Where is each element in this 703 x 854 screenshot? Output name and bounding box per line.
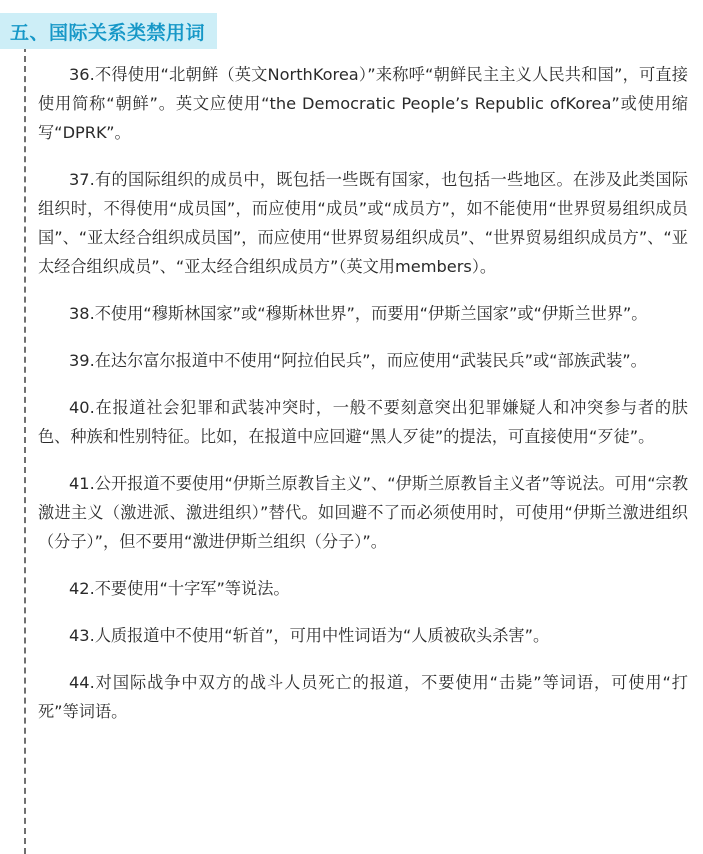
paragraph-40: 40.在报道社会犯罪和武装冲突时，一般不要刻意突出犯罪嫌疑人和冲突参与者的肤色、种族和性别特征。比如，在报道中应回避“黑人歹徒”的提法，可直接使用“歹徒”。: [38, 398, 688, 446]
paragraph-37: 37.有的国际组织的成员中，既包括一些既有国家，也包括一些地区。在涉及此类国际组织时，不得使用“成员国”，而应使用“成员”或“成员方”，如不能使用“世界贸易组织成员国”、“亚太经合组织成员国”，而应使用“世界贸易组织成员”、“世界贸易组织成员方”、“亚太经合组织成员”、“亚太经合组织成员方”（英文用members）。: [38, 170, 688, 276]
paragraph-44: 44.对国际战争中双方的战斗人员死亡的报道，不要使用“击毙”等词语，可使用“打死”等词语。: [38, 673, 688, 721]
paragraph-39: 39.在达尔富尔报道中不使用“阿拉伯民兵”，而应使用“武装民兵”或“部族武装”。: [69, 351, 647, 370]
section-heading-box: [0, 13, 217, 49]
dashed-margin-line: [24, 46, 26, 854]
paragraph-43: 43.人质报道中不使用“斩首”，可用中性词语为“人质被砍头杀害”。: [69, 626, 550, 645]
paragraph-41: 41.公开报道不要使用“伊斯兰原教旨主义”、“伊斯兰原教旨主义者”等说法。可用“宗教激进主义（激进派、激进组织）”替代。如回避不了而必须使用时，可使用“伊斯兰激进组织（分子）”，但不要用“激进伊斯兰组织（分子）”。: [38, 474, 688, 551]
paragraph-36: 36.不得使用“北朝鲜（英文NorthKorea）”来称呼“朝鲜民主主义人民共和国”，可直接使用简称“朝鲜”。英文应使用“the Democratic People’s Republic ofKorea”或使用缩写“DPRK”。: [38, 65, 688, 142]
paragraph-38: 38.不使用“穆斯林国家”或“穆斯林世界”，而要用“伊斯兰国家”或“伊斯兰世界”。: [69, 304, 648, 323]
content-body: [38, 60, 688, 744]
paragraph-42: 42.不要使用“十字军”等说法。: [69, 579, 290, 598]
section-heading: 五、国际关系类禁用词: [10, 21, 206, 44]
